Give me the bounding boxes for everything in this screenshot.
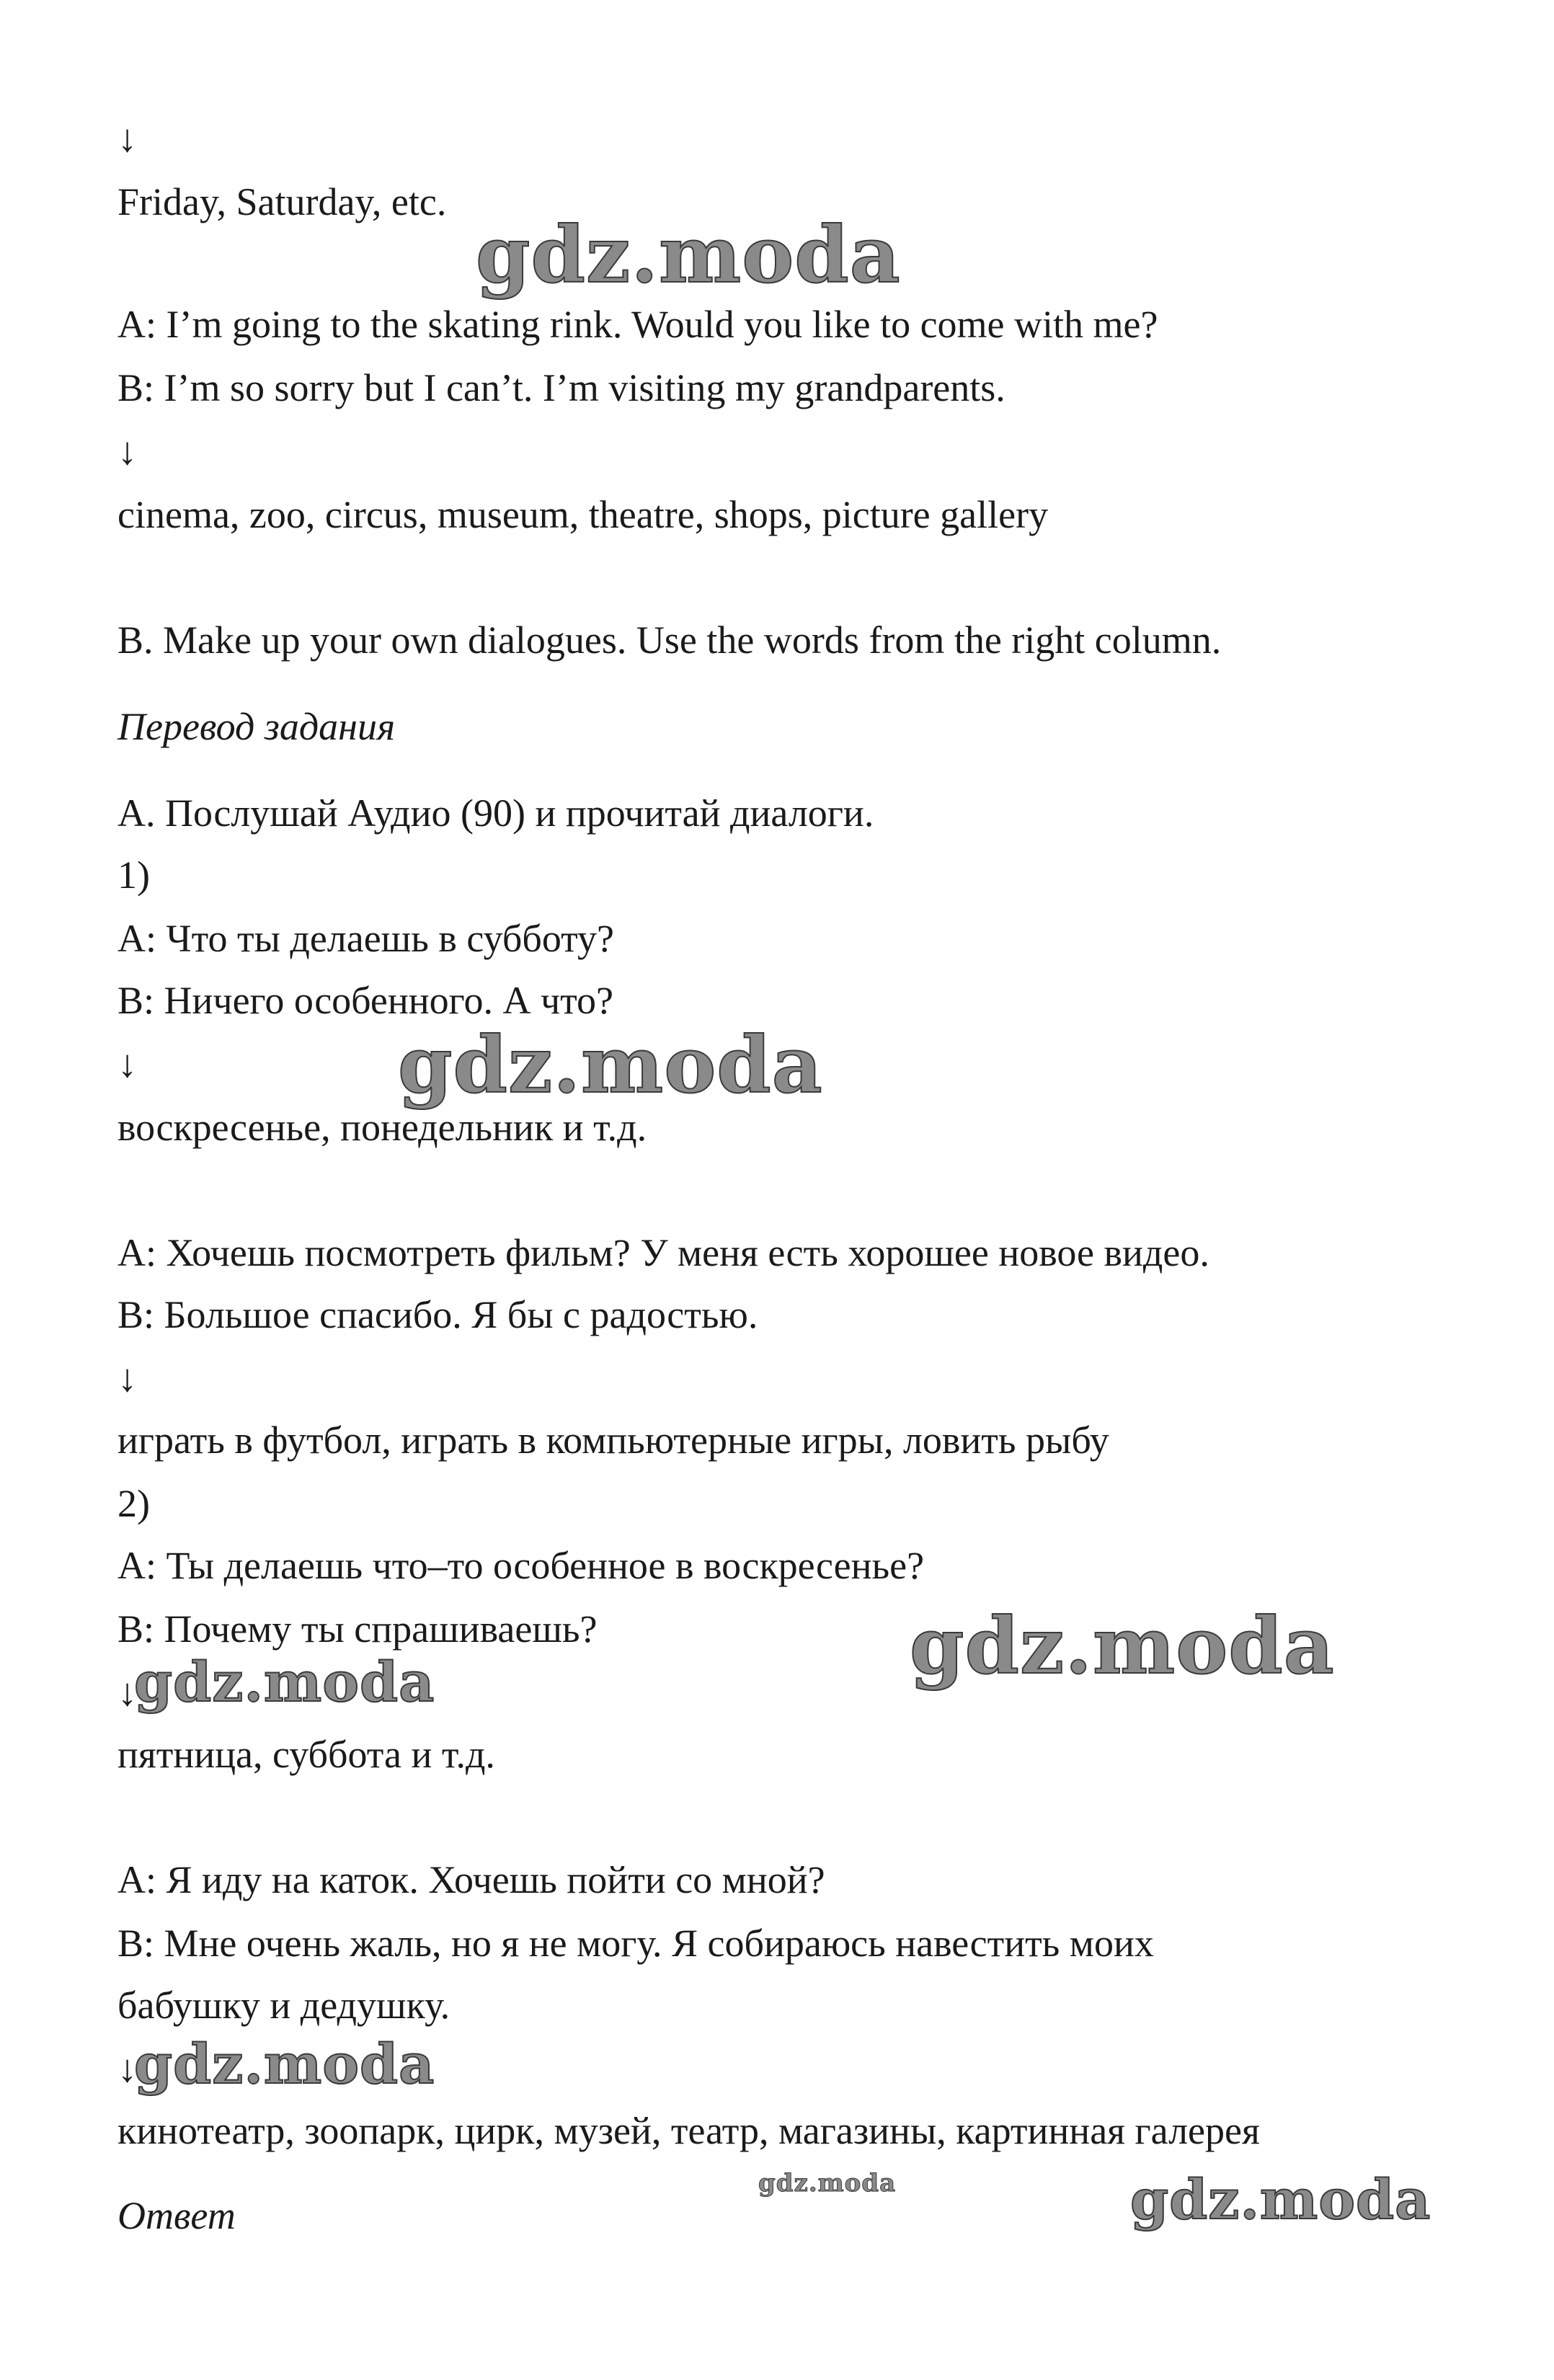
- arrow-down-icon: ↓: [117, 430, 137, 473]
- watermark: gdz.moda: [134, 2032, 435, 2096]
- dialogue-line: А: Я иду на каток. Хочешь пойти со мной?: [117, 1858, 825, 1901]
- arrow-down-icon: ↓: [117, 1356, 137, 1400]
- dialogue-line: В: Почему ты спрашиваешь?: [117, 1607, 598, 1651]
- substitution-words: кинотеатр, зоопарк, цирк, музей, театр, магазины, картинная галерея: [117, 2109, 1260, 2152]
- task-b-instruction: B. Make up your own dialogues. Use the words from the right column.: [117, 618, 1222, 662]
- arrow-down-icon: ↓: [117, 117, 137, 160]
- dialogue-line: B: I’m so sorry but I can’t. I’m visiting my grandparents.: [117, 366, 1005, 409]
- arrow-down-icon: ↓: [117, 1671, 137, 1714]
- substitution-words: cinema, zoo, circus, museum, theatre, shops, picture gallery: [117, 493, 1049, 536]
- dialogue-line: В: Ничего особенного. А что?: [117, 979, 613, 1022]
- dialogue-number: 1): [117, 853, 150, 897]
- watermark: gdz.moda: [758, 2169, 897, 2198]
- watermark: gdz.moda: [910, 1601, 1335, 1692]
- dialogue-line: В: Мне очень жаль, но я не могу. Я собираюсь навестить моих: [117, 1922, 1154, 1965]
- arrow-down-icon: ↓: [117, 2047, 137, 2090]
- arrow-down-icon: ↓: [117, 1042, 137, 1085]
- substitution-words: играть в футбол, играть в компьютерные игры, ловить рыбу: [117, 1418, 1109, 1462]
- dialogue-line: A: I’m going to the skating rink. Would you like to come with me?: [117, 303, 1158, 346]
- dialogue-number: 2): [117, 1482, 150, 1525]
- watermark: gdz.moda: [134, 1650, 435, 1714]
- text-line: Friday, Saturday, etc.: [117, 180, 447, 223]
- substitution-words: воскресенье, понедельник и т.д.: [117, 1106, 647, 1149]
- dialogue-line: А: Что ты делаешь в субботу?: [117, 917, 615, 960]
- watermark: gdz.moda: [1130, 2167, 1431, 2232]
- dialogue-line: В: Большое спасибо. Я бы с радостью.: [117, 1293, 758, 1336]
- dialogue-line-continued: бабушку и дедушку.: [117, 1984, 450, 2027]
- watermark: gdz.moda: [476, 210, 901, 301]
- answer-heading: Ответ: [117, 2194, 236, 2237]
- translation-heading: Перевод задания: [117, 705, 396, 748]
- dialogue-line: А: Хочешь посмотреть фильм? У меня есть хорошее новое видео.: [117, 1231, 1209, 1274]
- task-a-translation: А. Послушай Аудио (90) и прочитай диалоги.: [117, 791, 874, 835]
- dialogue-line: А: Ты делаешь что–то особенное в воскресенье?: [117, 1544, 925, 1587]
- watermark: gdz.moda: [398, 1020, 823, 1111]
- substitution-words: пятница, суббота и т.д.: [117, 1733, 495, 1776]
